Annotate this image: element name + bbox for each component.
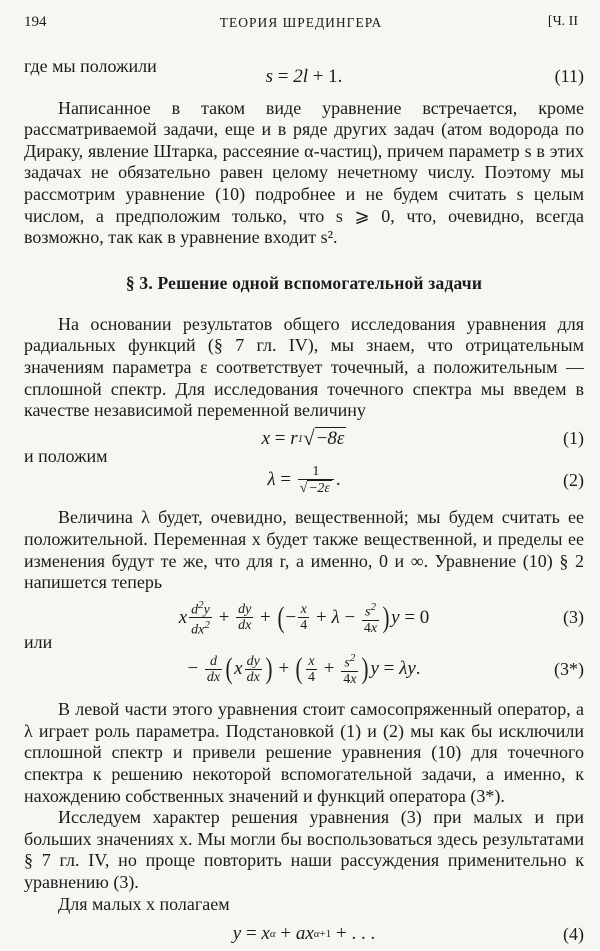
page-number: 194 [24, 14, 47, 30]
equation-1-formula: x = r 1 √ −8ε [261, 426, 345, 451]
equation-4-number: (4) [563, 923, 584, 944]
equation-3-star [24, 647, 584, 691]
paragraph-6: Для малых x полагаем [58, 893, 230, 914]
equation-1-number: (1) [563, 428, 584, 449]
running-header [24, 14, 578, 36]
section-heading: § 3. Решение одной вспомогательной задачи [125, 272, 483, 293]
chapter-marker: [Ч. II [547, 14, 578, 29]
or-line: или [24, 631, 53, 652]
equation-11-number: (11) [554, 66, 584, 87]
page-body [24, 56, 584, 951]
paragraph-4: В левой части этого уравнения стоит самосопряженный оператор, а λ играет роль параметра. Подстановкой (1) и (2) мы как бы исключили сплошной спектр и привели решение уравнения (10) для точечного спектра к решению некоторой вспомогательной задачи, а именно, к нахождению собственных значений и функций оператора (3*). [24, 699, 584, 806]
paragraph-1: Написанное в таком виде уравнение встречается, кроме рассматриваемой задачи, еще и в ряде других задач (атом водорода по Дираку, явление Штарка, рассеяние α-частиц), причем параметр s в этих задачах не обязательно равен целому нечетному числу. Поэтому мы рассмотрим уравнение (10) подробнее и не будем считать s целым числом, а предположим только, что s ⩾ 0, что, очевидно, всегда возможно, так как в уравнение входит s². [24, 97, 584, 248]
equation-11 [24, 60, 584, 94]
paragraph-2: На основании результатов общего исследования уравнения для радиальных функций (§ 7 гл. IV), мы знаем, что отрицательным значениям параметра ε соответствует точечный, а положительным — сплошной спектр. Для исследования точечного спектра мы введем в качестве независимой переменной величину [24, 313, 584, 421]
equation-4-formula: y = x α + ax α+1 + . . . [232, 923, 376, 945]
paragraph-3: Величина λ будет, очевидно, вещественной; мы будем считать ее положительной. Переменная x будет также вещественной, и пределы ее изменения будут те же, что для r, а именно, 0 и ∞. Уравнение (10) § 2 напишется теперь [24, 507, 584, 593]
equation-1 [24, 422, 584, 456]
running-title: ТЕОРИЯ ШРЕДИНГЕРА [219, 15, 383, 30]
equation-3-star-formula: − $\frac{d}{dx}$ ( x $\frac{dy}{dx}$ ) + ( $\frac{x}{4}$ + $\frac{s^2}{4x}$ ) y = λy . [187, 652, 421, 688]
equation-2 [24, 459, 584, 501]
equation-2-formula: λ = $\frac{1}{√ -2\varepsilon}$ . [267, 464, 341, 497]
intro-line: где мы положили [24, 56, 157, 76]
paragraph-5: Исследуем характер решения уравнения (3) при малых и при больших значениях x. Мы могли бы воспользоваться здесь результатами § 7 гл. IV, но проще повторить наши рассуждения применительно к уравнению (3). [24, 807, 584, 893]
equation-4 [24, 917, 584, 951]
equation-3-star-number: (3*) [554, 658, 584, 679]
and-put-line: и положим [24, 445, 108, 466]
equation-3 [24, 596, 584, 640]
equation-3-formula: x $\frac{d^2y}{dx^2}$ + $\frac{dy}{dx}$ + ( − $\frac{x}{4}$ + λ − $\frac{s^2}{4x}$ ) y = 0 [178, 598, 430, 638]
equation-3-number: (3) [563, 607, 584, 628]
equation-11-formula: s = 2l + 1. [265, 65, 343, 87]
equation-2-number: (2) [563, 469, 584, 490]
